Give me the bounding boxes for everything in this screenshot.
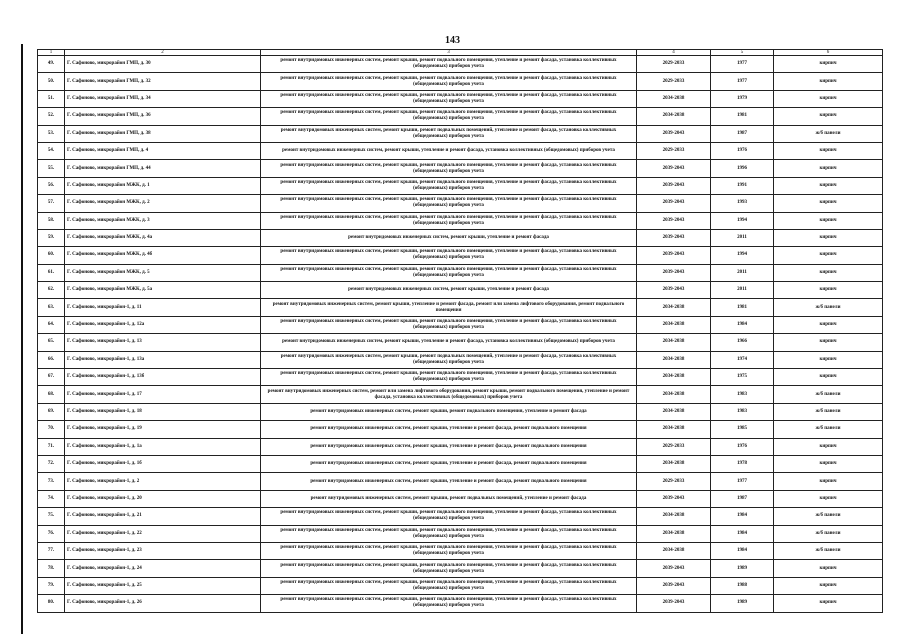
address-cell: Г. Сафоново, микрорайон-1, д. 19 [65,421,261,438]
wall-material-cell: кирпич [774,595,883,612]
wall-material-cell: кирпич [774,247,883,264]
table-row [38,577,883,594]
year-built-cell: 2011 [711,264,774,281]
works-cell: ремонт внутридомовых инженерных систем, ремонт крыши, утепление и ремонт фасада [261,282,637,299]
wall-material-cell: кирпич [774,90,883,107]
period-cell: 2034-2038 [637,369,711,386]
period-cell: 2034-2038 [637,334,711,351]
binding-rule [21,44,23,634]
period-cell: 2034-2038 [637,386,711,403]
wall-material-cell: ж/б панели [774,421,883,438]
address-cell: Г. Сафоново, микрорайон-1, д. 17 [65,386,261,403]
works-cell: ремонт внутридомовых инженерных систем, ремонт крыши, ремонт подвального помещения, утепление и ремонт фасада, установка коллективных (общедомовых) приборов учета [261,595,637,612]
wall-material-cell: кирпич [774,142,883,159]
wall-material-cell: кирпич [774,577,883,594]
works-cell: ремонт внутридомовых инженерных систем, ремонт крыши, ремонт подвального помещения, утепление и ремонт фасада, установка коллективных (общедомовых) приборов учета [261,508,637,525]
row-number: 68. [38,386,65,403]
address-cell: Г. Сафоново, микрорайон-1, д. 13 [65,334,261,351]
address-cell: Г. Сафоново, микрорайон-1, д. 20 [65,490,261,507]
row-number: 74. [38,490,65,507]
wall-material-cell: ж/б панели [774,525,883,542]
table-row [38,177,883,194]
table-row [38,73,883,90]
row-number: 70. [38,421,65,438]
address-cell: Г. Сафоново, микрорайон ГМП, д. 34 [65,90,261,107]
works-cell: ремонт внутридомовых инженерных систем, ремонт крыши, ремонт подвального помещения, утепление и ремонт фасада, установка коллективных (общедомовых) приборов учета [261,316,637,333]
row-number: 53. [38,125,65,142]
period-cell: 2034-2038 [637,508,711,525]
period-cell: 2029-2033 [637,56,711,73]
year-built-cell: 1984 [711,316,774,333]
row-number: 73. [38,473,65,490]
period-cell: 2029-2033 [637,142,711,159]
year-built-cell: 1996 [711,160,774,177]
year-built-cell: 1984 [711,542,774,559]
address-cell: Г. Сафоново, микрорайон ГМП, д. 4 [65,142,261,159]
table-row [38,542,883,559]
period-cell: 2039-2043 [637,177,711,194]
table-row [38,316,883,333]
table-row [38,403,883,420]
address-cell: Г. Сафоново, микрорайон МЖК, д. 4а [65,229,261,246]
table-row [38,195,883,212]
works-cell: ремонт внутридомовых инженерных систем, ремонт крыши, утепление и ремонт фасада, ремонт подвального помещения [261,473,637,490]
table-row [38,525,883,542]
year-built-cell: 1994 [711,212,774,229]
address-cell: Г. Сафоново, микрорайон-1, д. 21 [65,508,261,525]
wall-material-cell: кирпич [774,73,883,90]
works-cell: ремонт внутридомовых инженерных систем, ремонт крыши, ремонт подвального помещения, утепление и ремонт фасада, установка коллективных (общедомовых) приборов учета [261,369,637,386]
year-built-cell: 1989 [711,560,774,577]
row-number: 58. [38,212,65,229]
address-cell: Г. Сафоново, микрорайон-1, д. 22 [65,525,261,542]
table-row [38,264,883,281]
period-cell: 2039-2043 [637,560,711,577]
period-cell: 2039-2043 [637,264,711,281]
period-cell: 2029-2033 [637,473,711,490]
column-header: 6 [774,50,883,56]
period-cell: 2039-2043 [637,195,711,212]
period-cell: 2029-2033 [637,438,711,455]
works-cell: ремонт внутридомовых инженерных систем, ремонт крыши, ремонт подвальных помещений, утепление и ремонт фасада [261,490,637,507]
year-built-cell: 1981 [711,108,774,125]
table-row [38,108,883,125]
row-number: 65. [38,334,65,351]
year-built-cell: 1988 [711,577,774,594]
row-number: 57. [38,195,65,212]
year-built-cell: 1977 [711,73,774,90]
address-cell: Г. Сафоново, микрорайон-1, д. 24 [65,560,261,577]
row-number: 54. [38,142,65,159]
wall-material-cell: кирпич [774,351,883,368]
wall-material-cell: кирпич [774,212,883,229]
table-row [38,455,883,472]
wall-material-cell: ж/б панели [774,403,883,420]
row-number: 79. [38,577,65,594]
table-row [38,56,883,73]
wall-material-cell: кирпич [774,264,883,281]
row-number: 75. [38,508,65,525]
period-cell: 2039-2043 [637,577,711,594]
works-cell: ремонт внутридомовых инженерных систем, ремонт крыши, ремонт подвальных помещений, утепление и ремонт фасада, установка коллективных (общедомовых) приборов учета [261,351,637,368]
table-row [38,438,883,455]
row-number: 60. [38,247,65,264]
period-cell: 2034-2038 [637,299,711,316]
row-number: 77. [38,542,65,559]
row-number: 69. [38,403,65,420]
period-cell: 2034-2038 [637,403,711,420]
works-cell: ремонт внутридомовых инженерных систем, ремонт крыши, ремонт подвального помещения, утепление и ремонт фасада, установка коллективных (общедомовых) приборов учета [261,195,637,212]
period-cell: 2034-2038 [637,351,711,368]
year-built-cell: 2011 [711,282,774,299]
row-number: 51. [38,90,65,107]
table-row [38,142,883,159]
table-body [38,56,883,613]
row-number: 71. [38,438,65,455]
year-built-cell: 1983 [711,403,774,420]
address-cell: Г. Сафоново, микрорайон-1, д. 13а [65,351,261,368]
table-row [38,229,883,246]
period-cell: 2034-2038 [637,421,711,438]
address-cell: Г. Сафоново, микрорайон МЖК, д. 5 [65,264,261,281]
year-built-cell: 1994 [711,247,774,264]
wall-material-cell: кирпич [774,369,883,386]
year-built-cell: 1979 [711,90,774,107]
row-number: 59. [38,229,65,246]
table-row [38,247,883,264]
works-cell: ремонт внутридомовых инженерных систем, ремонт крыши, ремонт подвального помещения, утепление и ремонт фасада, установка коллективных (общедомовых) приборов учета [261,73,637,90]
table-row [38,299,883,316]
table-row [38,125,883,142]
address-cell: Г. Сафоново, микрорайон-1, д. 1а [65,438,261,455]
table-row [38,282,883,299]
column-header: 1 [38,50,65,56]
row-number: 62. [38,282,65,299]
works-cell: ремонт внутридомовых инженерных систем, ремонт крыши, утепление и ремонт фасада, ремонт подвального помещения [261,421,637,438]
row-number: 78. [38,560,65,577]
address-cell: Г. Сафоново, микрорайон-1, д. 13б [65,369,261,386]
year-built-cell: 1991 [711,177,774,194]
table-row [38,386,883,403]
wall-material-cell: кирпич [774,195,883,212]
wall-material-cell: ж/б панели [774,386,883,403]
row-number: 72. [38,455,65,472]
address-cell: Г. Сафоново, микрорайон-1, д. 1б [65,455,261,472]
works-cell: ремонт внутридомовых инженерных систем, ремонт крыши, ремонт подвального помещения, утепление и ремонт фасада, установка коллективных (общедомовых) приборов учета [261,560,637,577]
wall-material-cell: ж/б панели [774,125,883,142]
row-number: 52. [38,108,65,125]
table-row [38,508,883,525]
wall-material-cell: кирпич [774,438,883,455]
year-built-cell: 1966 [711,334,774,351]
works-cell: ремонт внутридомовых инженерных систем, ремонт крыши, ремонт подвального помещения, утепление и ремонт фасада, установка коллективных (общедомовых) приборов учета [261,542,637,559]
table-row [38,490,883,507]
address-cell: Г. Сафоново, микрорайон ГМП, д. 30 [65,56,261,73]
works-cell: ремонт внутридомовых инженерных систем, ремонт крыши, ремонт подвального помещения, утепление и ремонт фасада [261,403,637,420]
works-cell: ремонт внутридомовых инженерных систем, ремонт крыши, ремонт подвального помещения, утепление и ремонт фасада, установка коллективных (общедомовых) приборов учета [261,90,637,107]
row-number: 64. [38,316,65,333]
wall-material-cell: кирпич [774,229,883,246]
wall-material-cell: кирпич [774,473,883,490]
wall-material-cell: кирпич [774,560,883,577]
year-built-cell: 1987 [711,125,774,142]
works-cell: ремонт внутридомовых инженерных систем, ремонт крыши, ремонт подвального помещения, утепление и ремонт фасада, установка коллективных (общедомовых) приборов учета [261,212,637,229]
period-cell: 2034-2038 [637,455,711,472]
column-header: 4 [637,50,711,56]
year-built-cell: 1977 [711,56,774,73]
period-cell: 2039-2043 [637,490,711,507]
wall-material-cell: кирпич [774,56,883,73]
row-number: 49. [38,56,65,73]
address-cell: Г. Сафоново, микрорайон-1, д. 25 [65,577,261,594]
works-cell: ремонт внутридомовых инженерных систем, ремонт крыши, утепление и ремонт фасада, ремонт или замена лифтового оборудования, ремонт подвального помещения [261,299,637,316]
column-header: 2 [65,50,261,56]
works-cell: ремонт внутридомовых инженерных систем, ремонт крыши, утепление и ремонт фасада [261,229,637,246]
wall-material-cell: кирпич [774,334,883,351]
period-cell: 2029-2033 [637,73,711,90]
address-cell: Г. Сафоново, микрорайон ГМП, д. 36 [65,108,261,125]
wall-material-cell: кирпич [774,316,883,333]
address-cell: Г. Сафоново, микрорайон-1, д. 2 [65,473,261,490]
address-cell: Г. Сафоново, микрорайон-1, д. 23 [65,542,261,559]
period-cell: 2039-2043 [637,247,711,264]
row-number: 56. [38,177,65,194]
row-number: 55. [38,160,65,177]
works-cell: ремонт внутридомовых инженерных систем, ремонт крыши, ремонт подвального помещения, утепление и ремонт фасада, установка коллективных (общедомовых) приборов учета [261,177,637,194]
year-built-cell: 1976 [711,438,774,455]
repair-schedule-table [37,49,883,613]
works-cell: ремонт внутридомовых инженерных систем, ремонт крыши, ремонт подвального помещения, утепление и ремонт фасада, установка коллективных (общедомовых) приборов учета [261,108,637,125]
year-built-cell: 1987 [711,490,774,507]
address-cell: Г. Сафоново, микрорайон-1, д. 12а [65,316,261,333]
works-cell: ремонт внутридомовых инженерных систем, ремонт крыши, утепление и ремонт фасада, ремонт подвального помещения [261,438,637,455]
works-cell: ремонт внутридомовых инженерных систем, ремонт крыши, утепление и ремонт фасада, установка коллективных (общедомовых) приборов учета [261,142,637,159]
year-built-cell: 2011 [711,229,774,246]
period-cell: 2034-2038 [637,525,711,542]
address-cell: Г. Сафоново, микрорайон МЖК, д. 4б [65,247,261,264]
works-cell: ремонт внутридомовых инженерных систем, ремонт крыши, ремонт подвального помещения, утепление и ремонт фасада, установка коллективных (общедомовых) приборов учета [261,525,637,542]
address-cell: Г. Сафоново, микрорайон ГМП, д. 32 [65,73,261,90]
period-cell: 2034-2038 [637,542,711,559]
row-number: 80. [38,595,65,612]
row-number: 50. [38,73,65,90]
year-built-cell: 1993 [711,195,774,212]
table-row [38,421,883,438]
table-row [38,595,883,612]
period-cell: 2039-2043 [637,212,711,229]
year-built-cell: 1975 [711,369,774,386]
year-built-cell: 1984 [711,508,774,525]
year-built-cell: 1985 [711,421,774,438]
year-built-cell: 1976 [711,142,774,159]
wall-material-cell: кирпич [774,177,883,194]
page-number: 143 [445,35,460,46]
address-cell: Г. Сафоново, микрорайон МЖК, д. 3 [65,212,261,229]
wall-material-cell: кирпич [774,490,883,507]
table-row [38,351,883,368]
table-row [38,369,883,386]
table-row [38,473,883,490]
table-row [38,160,883,177]
year-built-cell: 1981 [711,299,774,316]
works-cell: ремонт внутридомовых инженерных систем, ремонт крыши, ремонт подвального помещения, утепление и ремонт фасада, установка коллективных (общедомовых) приборов учета [261,56,637,73]
period-cell: 2034-2038 [637,90,711,107]
address-cell: Г. Сафоново, микрорайон-1, д. 26 [65,595,261,612]
wall-material-cell: ж/б панели [774,508,883,525]
year-built-cell: 1989 [711,595,774,612]
wall-material-cell: кирпич [774,455,883,472]
table-row [38,212,883,229]
address-cell: Г. Сафоново, микрорайон МЖК, д. 1 [65,177,261,194]
period-cell: 2039-2043 [637,125,711,142]
address-cell: Г. Сафоново, микрорайон-1, д. 18 [65,403,261,420]
address-cell: Г. Сафоново, микрорайон ГМП, д. 38 [65,125,261,142]
row-number: 66. [38,351,65,368]
wall-material-cell: ж/б панели [774,542,883,559]
works-cell: ремонт внутридомовых инженерных систем, ремонт крыши, утепление и ремонт фасада, установка коллективных (общедомовых) приборов учета [261,334,637,351]
period-cell: 2039-2043 [637,160,711,177]
works-cell: ремонт внутридомовых инженерных систем, ремонт крыши, ремонт подвального помещения, утепление и ремонт фасада, установка коллективных (общедомовых) приборов учета [261,577,637,594]
address-cell: Г. Сафоново, микрорайон МЖК, д. 5а [65,282,261,299]
row-number: 67. [38,369,65,386]
works-cell: ремонт внутридомовых инженерных систем, ремонт или замена лифтового оборудования, ремонт крыши, ремонт подвального помещения, утепление и ремонт фасада, установка коллективных (общедомовых) приборов учета [261,386,637,403]
year-built-cell: 1983 [711,386,774,403]
period-cell: 2039-2043 [637,229,711,246]
row-number: 63. [38,299,65,316]
address-cell: Г. Сафоново, микрорайон-1, д. 11 [65,299,261,316]
period-cell: 2034-2038 [637,108,711,125]
wall-material-cell: кирпич [774,282,883,299]
year-built-cell: 1978 [711,455,774,472]
works-cell: ремонт внутридомовых инженерных систем, ремонт крыши, ремонт подвального помещения, утепление и ремонт фасада, установка коллективных (общедомовых) приборов учета [261,264,637,281]
column-header: 3 [261,50,637,56]
row-number: 61. [38,264,65,281]
table-row [38,560,883,577]
table-row [38,90,883,107]
year-built-cell: 1974 [711,351,774,368]
works-cell: ремонт внутридомовых инженерных систем, ремонт крыши, ремонт подвальных помещений, утепление и ремонт фасада, установка коллективных (общедомовых) приборов учета [261,125,637,142]
wall-material-cell: кирпич [774,108,883,125]
row-number: 76. [38,525,65,542]
works-cell: ремонт внутридомовых инженерных систем, ремонт крыши, ремонт подвального помещения, утепление и ремонт фасада, установка коллективных (общедомовых) приборов учета [261,247,637,264]
address-cell: Г. Сафоново, микрорайон ГМП, д. 44 [65,160,261,177]
wall-material-cell: кирпич [774,160,883,177]
period-cell: 2034-2038 [637,316,711,333]
column-header: 5 [711,50,774,56]
works-cell: ремонт внутридомовых инженерных систем, ремонт крыши, ремонт подвального помещения, утепление и ремонт фасада, установка коллективных (общедомовых) приборов учета [261,160,637,177]
table-row [38,334,883,351]
period-cell: 2039-2043 [637,282,711,299]
period-cell: 2039-2043 [637,595,711,612]
works-cell: ремонт внутридомовых инженерных систем, ремонт крыши, утепление и ремонт фасада, ремонт подвального помещения [261,455,637,472]
address-cell: Г. Сафоново, микрорайон МЖК, д. 2 [65,195,261,212]
wall-material-cell: ж/б панели [774,299,883,316]
year-built-cell: 1984 [711,525,774,542]
year-built-cell: 1977 [711,473,774,490]
